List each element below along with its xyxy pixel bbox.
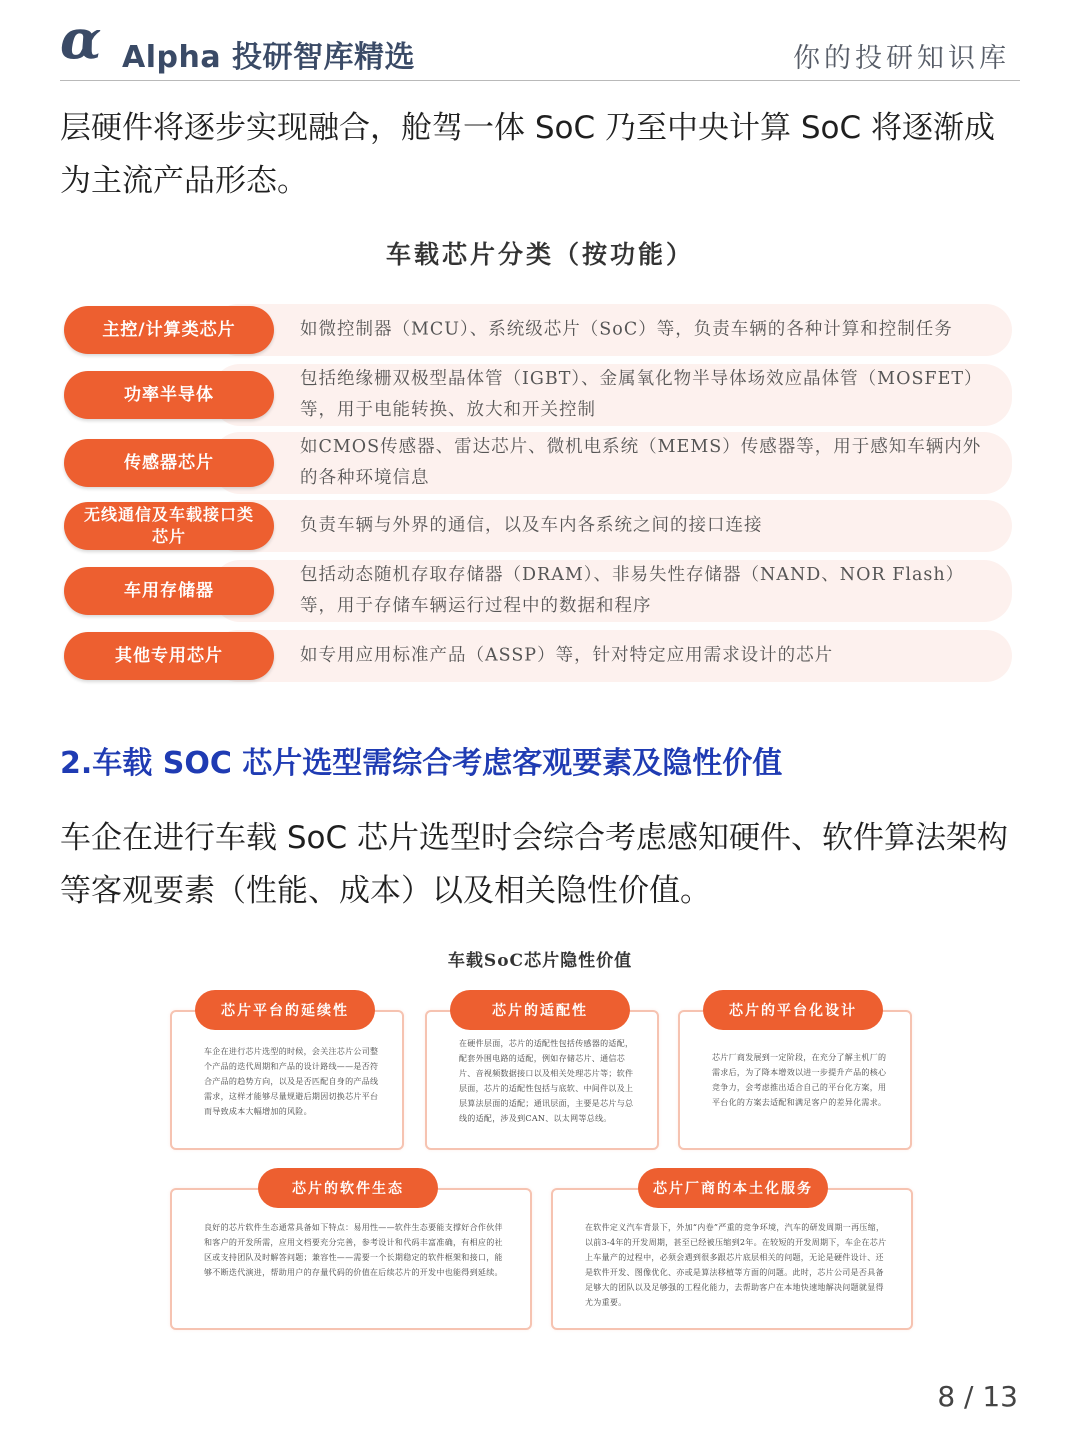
classification-row: [62, 500, 1012, 552]
section-paragraph: 车企在进行车载 SoC 芯片选型时会综合考虑感知硬件、软件算法架构等客观要素（性能、成本）以及相关隐性价值。: [60, 820, 1008, 909]
alpha-logo-icon: α: [60, 7, 102, 71]
category-pill: 主控/计算类芯片: [64, 306, 274, 354]
category-description: 包括动态随机存取存储器（DRAM）、非易失性存储器（NAND、NOR Flash）等，用于存储车辆运行过程中的数据和程序: [300, 565, 965, 616]
card-title-pill: 芯片的平台化设计: [703, 990, 883, 1030]
classification-row: [62, 304, 1012, 356]
category-pill: 传感器芯片: [64, 439, 274, 487]
value-card: [170, 1010, 404, 1150]
value-card: [551, 1188, 913, 1330]
classification-row: [62, 432, 1012, 494]
card-title-pill: 芯片厂商的本土化服务: [638, 1168, 828, 1208]
category-pill: 车用存储器: [64, 567, 274, 615]
figure2-title: 车载SoC芯片隐性价值: [447, 951, 633, 971]
value-card: [170, 1188, 532, 1330]
category-description: 负责车辆与外界的通信，以及车内各系统之间的接口连接: [300, 515, 763, 536]
card-body: 在软件定义汽车背景下，外加“内卷”严重的竞争环境，汽车的研发周期一再压缩，以前3-4年的开发周期，甚至已经被压缩到2年。在较短的开发周期下，车企在芯片上车量产的过程中，必须会遇到很多跟芯片底层相关的问题，无论是硬件设计、还是软件开发、图像优化、亦或是算法移植等方面的问题。此时，芯片公司是否具备足够大的团队以及足够强的工程化能力，去帮助客户在本地快速地解决问题就显得尤为重要。: [585, 1223, 887, 1307]
page-header: [60, 7, 1020, 81]
intro-paragraph: 层硬件将逐步实现融合，舱驾一体 SoC 乃至中央计算 SoC 将逐渐成为主流产品形态。: [60, 110, 995, 199]
card-title-pill: 芯片的适配性: [450, 990, 630, 1030]
category-description: 如CMOS传感器、雷达芯片、微机电系统（MEMS）传感器等，用于感知车辆内外的各种环境信息: [300, 437, 982, 488]
category-description: 如专用应用标准产品（ASSP）等，针对特定应用需求设计的芯片: [300, 645, 834, 666]
category-description: 如微控制器（MCU）、系统级芯片（SoC）等，负责车辆的各种计算和控制任务: [300, 319, 953, 340]
classification-row: [62, 560, 1012, 622]
value-card: [678, 1010, 912, 1150]
category-pill: 无线通信及车载接口类芯片: [64, 502, 274, 550]
category-description: 包括绝缘栅双极型晶体管（IGBT）、金属氧化物半导体场效应晶体管（MOSFET）等，用于电能转换、放大和开关控制: [300, 369, 983, 420]
value-card: [425, 1010, 659, 1150]
classification-row: [62, 364, 1012, 426]
card-body: 良好的芯片软件生态通常具备如下特点：易用性——软件生态要能支撑好合作伙伴和客户的开发所需，应用文档要充分完善，参考设计和代码丰富准确，有相应的社区或支持团队及时解答问题；兼容性——需要一个长期稳定的软件框架和接口，能够不断迭代演进，帮助用户的存量代码的价值在后续芯片的开发中也能得到延续。: [204, 1223, 503, 1277]
category-pill: 功率半导体: [64, 371, 274, 419]
brand-name: Alpha 投研智库精选: [122, 40, 416, 75]
card-body: 在硬件层面，芯片的适配性包括传感器的适配，配套外围电路的适配，例如存储芯片、通信芯片、音视频数据接口以及相关处理芯片等；软件层面，芯片的适配性包括与底软、中间件以及上层算法层面的适配；通讯层面，主要是芯片与总线的适配，涉及到CAN、以太网等总线。: [459, 1039, 634, 1123]
category-pill: 其他专用芯片: [64, 632, 274, 680]
header-tagline: 你的投研知识库: [793, 43, 1010, 74]
page-number: 8 / 13: [937, 1380, 1018, 1413]
figure1-title: 车载芯片分类（按功能）: [385, 240, 694, 269]
card-body: 车企在进行芯片选型的时候，会关注芯片公司整个产品的迭代周期和产品的设计路线——是否符合产品的趋势方向，以及是否匹配自身的产品线需求，这样才能够尽量规避后期因切换芯片平台而导致成本大幅增加的风险。: [204, 1047, 379, 1116]
card-body: 芯片厂商发展到一定阶段，在充分了解主机厂的需求后，为了降本增效以进一步提升产品的核心竞争力，会考虑推出适合自己的平台化方案，用平台化的方案去适配和满足客户的差异化需求。: [712, 1053, 887, 1107]
card-title-pill: 芯片的软件生态: [258, 1168, 438, 1208]
section-heading: 2.车载 SOC 芯片选型需综合考虑客观要素及隐性价值: [60, 746, 783, 781]
card-title-pill: 芯片平台的延续性: [195, 990, 375, 1030]
classification-row: [62, 630, 1012, 682]
